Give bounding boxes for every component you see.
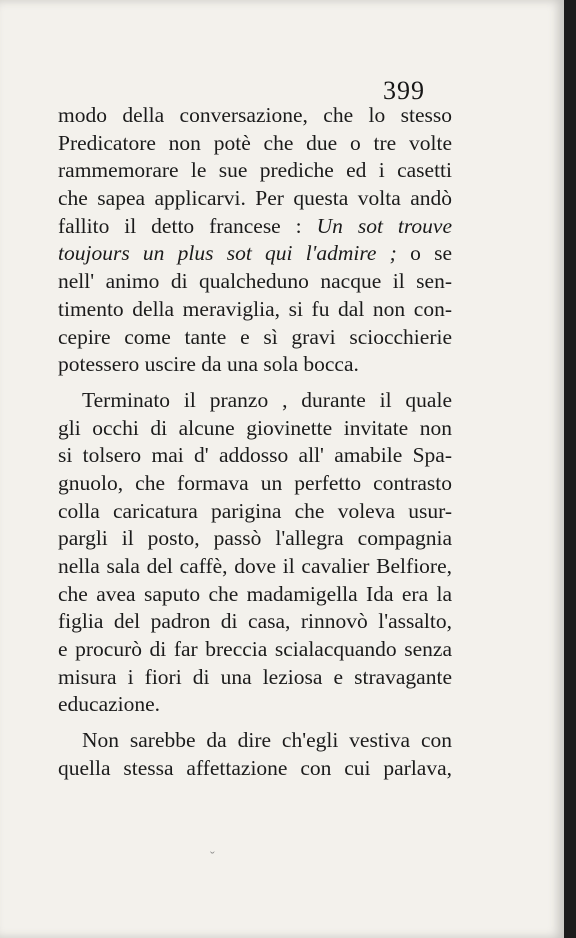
- text-line: Terminato il pranzo , durante il quale: [82, 387, 452, 412]
- paper-speck: ˇ: [210, 850, 215, 865]
- text-line: pargli il posto, passò l'allegra compagnia: [58, 526, 452, 551]
- text-line: cepire come tante e sì gravi sciocchierie: [58, 324, 452, 349]
- text-line: Non sarebbe da dire ch'egli vestiva con: [82, 728, 452, 753]
- text-line: misura i fiori di una leziosa e stravagante: [58, 664, 452, 689]
- page-number: 399: [383, 76, 425, 105]
- text-line: potessero uscire da una sola bocca.: [58, 352, 359, 377]
- text-line: timento della meraviglia, si fu dal non con-: [58, 296, 452, 321]
- text-line-mixed: [58, 240, 452, 268]
- text-line: e procurò di far breccia scialacquando senza: [58, 637, 452, 662]
- text-line: modo della conversazione, che lo stesso: [58, 103, 452, 127]
- paragraph-gap: [58, 379, 452, 387]
- text-line-mixed: [58, 213, 452, 241]
- body-text: [58, 102, 452, 783]
- paragraph-gap: [58, 719, 452, 727]
- italic-quote: Un sot trouve: [316, 213, 452, 238]
- text-line: rammemorare le sue prediche ed i casetti: [58, 158, 452, 183]
- text-line: che avea saputo che madamigella Ida era la: [58, 581, 452, 606]
- text-line: si tolsero mai d' addosso all' amabile Spa-: [58, 443, 452, 468]
- text-line: gli occhi di alcune giovinette invitate non: [58, 415, 452, 440]
- text-line: nell' animo di qualcheduno nacque il sen-: [58, 269, 452, 294]
- text-segment: fallito il detto francese :: [58, 213, 302, 238]
- italic-quote: toujours un plus sot qui l'admire ;: [58, 241, 397, 266]
- text-line: che sapea applicarvi. Per questa volta andò: [58, 186, 452, 211]
- text-line: Predicatore non potè che due o tre volte: [58, 130, 452, 155]
- text-line: nella sala del caffè, dove il cavalier Belfiore,: [58, 554, 452, 578]
- text-line: figlia del padron di casa, rinnovò l'assalto,: [58, 609, 452, 634]
- text-line: gnuolo, che formava un perfetto contrasto: [58, 470, 452, 495]
- text-line: colla caricatura parigina che voleva usur-: [58, 498, 452, 523]
- text-line: quella stessa affettazione con cui parlava,: [58, 755, 452, 780]
- text-segment: o se: [410, 241, 453, 266]
- text-line: educazione.: [58, 692, 161, 717]
